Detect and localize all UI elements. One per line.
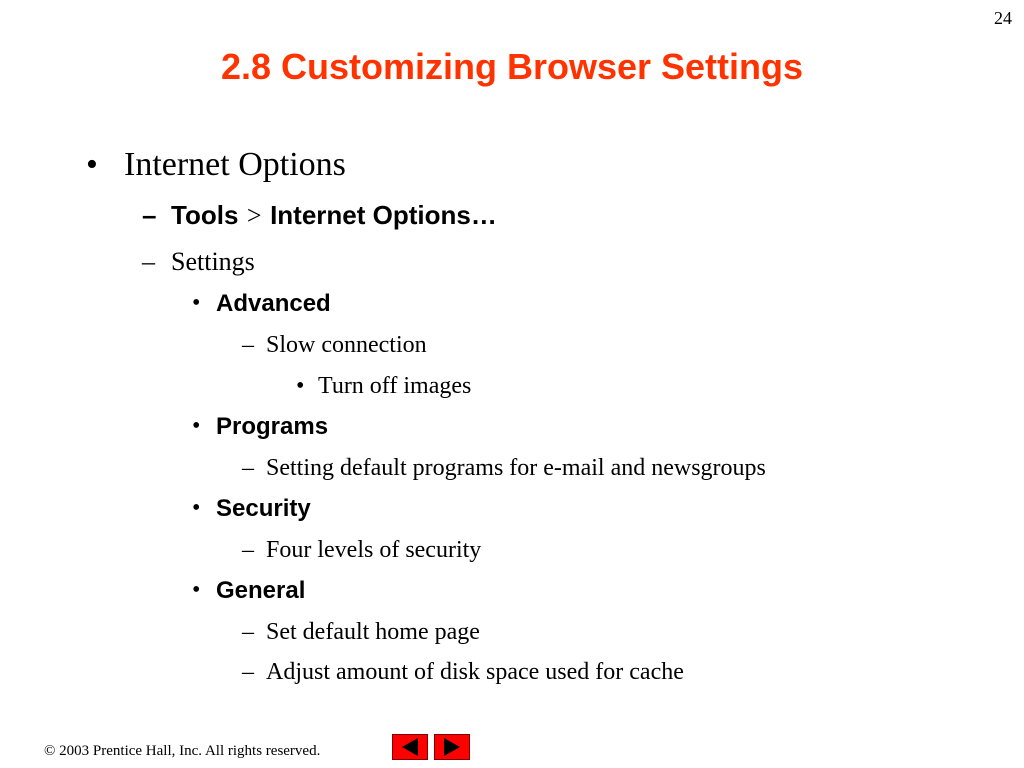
bullet-dash: – bbox=[242, 659, 254, 685]
right-triangle-icon bbox=[435, 735, 469, 759]
bullet-dash: – bbox=[242, 619, 254, 645]
bullet-turn-off-images: Turn off images bbox=[318, 373, 472, 399]
menu-internet-options: Internet Options… bbox=[270, 200, 497, 230]
bullet-dot: • bbox=[86, 146, 98, 183]
slide-title: 2.8 Customizing Browser Settings bbox=[220, 46, 804, 87]
page-number: 24 bbox=[994, 8, 1012, 28]
bullet-home-page: Set default home page bbox=[266, 619, 480, 645]
bullet-dash: – bbox=[142, 200, 157, 230]
menu-separator: > bbox=[246, 201, 262, 230]
bullet-four-levels: Four levels of security bbox=[266, 537, 482, 563]
bullet-settings: Settings bbox=[171, 247, 255, 276]
bullet-tools-menu-path bbox=[171, 200, 497, 231]
bullet-dot: • bbox=[192, 577, 201, 603]
bullet-dot: • bbox=[296, 373, 305, 399]
copyright-symbol: © bbox=[44, 743, 56, 759]
copyright-text: 2003 Prentice Hall, Inc. All rights reserved. bbox=[55, 743, 321, 759]
bullet-dot: • bbox=[192, 495, 201, 521]
menu-tools: Tools bbox=[171, 200, 239, 230]
bullet-advanced: Advanced bbox=[216, 290, 331, 317]
bullet-dash: – bbox=[242, 332, 254, 358]
bullet-disk-cache: Adjust amount of disk space used for cache bbox=[266, 659, 684, 685]
left-triangle-icon bbox=[393, 735, 427, 759]
next-slide-button[interactable] bbox=[434, 734, 470, 760]
bullet-dot: • bbox=[192, 413, 201, 439]
bullet-programs: Programs bbox=[216, 413, 329, 440]
bullet-slow-connection: Slow connection bbox=[266, 332, 427, 358]
previous-slide-button[interactable] bbox=[392, 734, 428, 760]
bullet-dash: – bbox=[142, 247, 155, 276]
footer-copyright bbox=[44, 743, 320, 760]
bullet-dot: • bbox=[192, 290, 201, 316]
bullet-default-programs: Setting default programs for e-mail and newsgroups bbox=[266, 455, 766, 481]
bullet-internet-options: Internet Options bbox=[124, 146, 346, 183]
bullet-general: General bbox=[216, 577, 306, 604]
bullet-dash: – bbox=[242, 537, 254, 563]
bullet-dash: – bbox=[242, 455, 254, 481]
bullet-security: Security bbox=[216, 495, 311, 522]
